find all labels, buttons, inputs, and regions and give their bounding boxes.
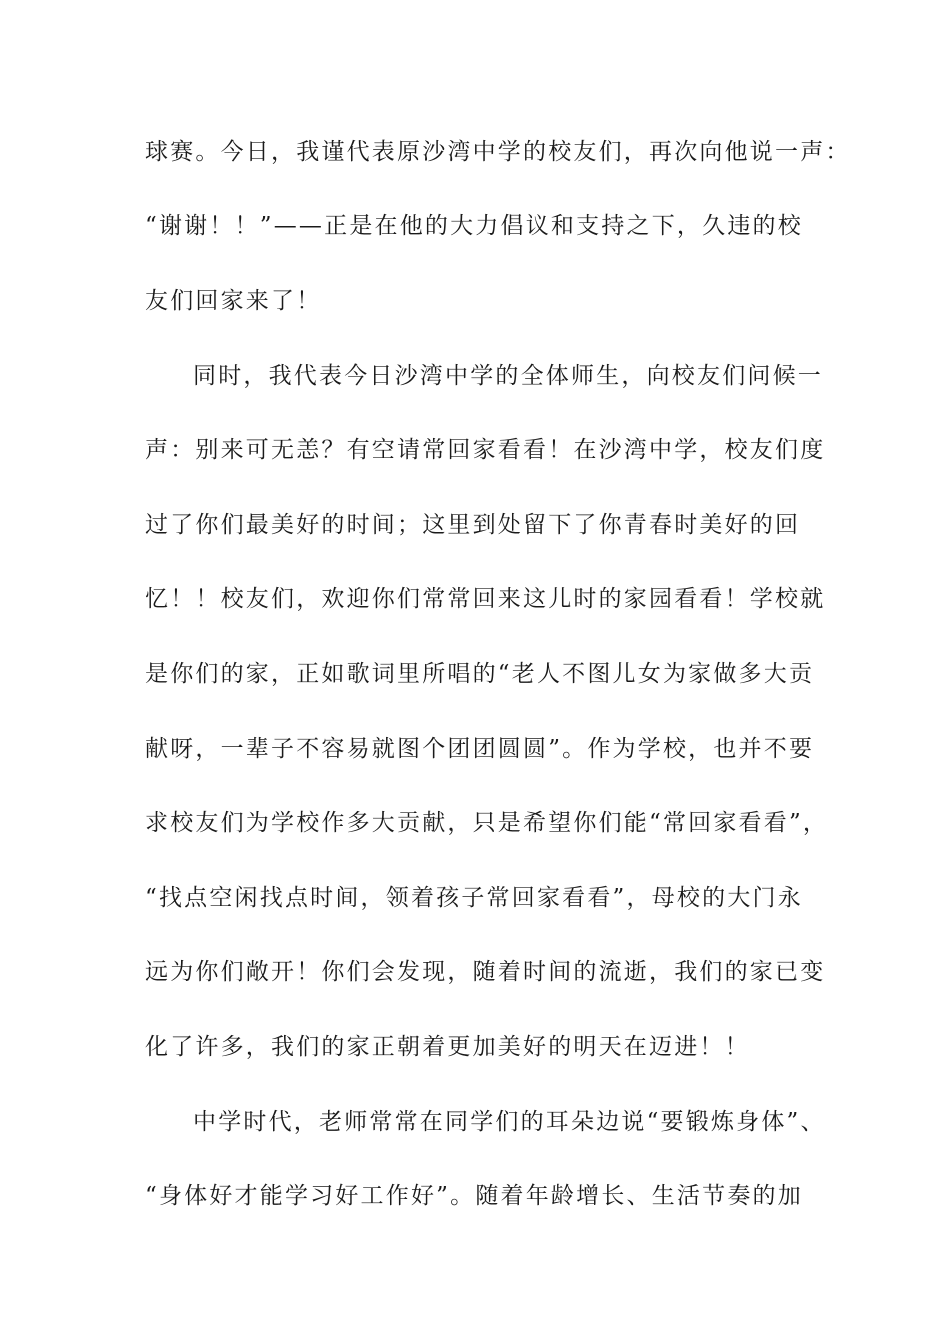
paragraph-start-line: 中学时代，老师常常在同学们的耳朵边说“要锻炼身体”、: [193, 1109, 826, 1135]
text-line: 忆！！校友们，欢迎你们常常回来这儿时的家园看看！学校就: [145, 586, 826, 612]
text-line: “身体好才能学习好工作好”。随着年龄增长、生活节奏的加: [145, 1183, 803, 1209]
text-line: 声：别来可无恙？有空请常回家看看！在沙湾中学，校友们度: [145, 437, 826, 463]
text-line: 远为你们敞开！你们会发现，随着时间的流逝，我们的家已变: [145, 959, 826, 985]
text-line: 球赛。今日，我谨代表原沙湾中学的校友们，再次向他说一声：: [145, 139, 851, 165]
text-line: 献呀，一辈子不容易就图个团团圆圆”。作为学校，也并不要: [145, 736, 815, 762]
text-line: 是你们的家，正如歌词里所唱的“老人不图儿女为家做多大贡: [145, 661, 815, 687]
text-line: “找点空闲找点时间，领着孩子常回家看看”，母校的大门永: [145, 885, 803, 911]
text-line: 求校友们为学校作多大贡献，只是希望你们能“常回家看看”，: [145, 810, 829, 836]
text-line: 化了许多，我们的家正朝着更加美好的明天在迈进！！: [145, 1034, 750, 1060]
text-line: “谢谢！！”——正是在他的大力倡议和支持之下，久违的校: [145, 213, 803, 239]
paragraph-start-line: 同时，我代表今日沙湾中学的全体师生，向校友们问候一: [193, 363, 823, 389]
text-line: 友们回家来了！: [145, 288, 322, 314]
text-line: 过了你们最美好的时间；这里到处留下了你青春时美好的回: [145, 512, 801, 538]
